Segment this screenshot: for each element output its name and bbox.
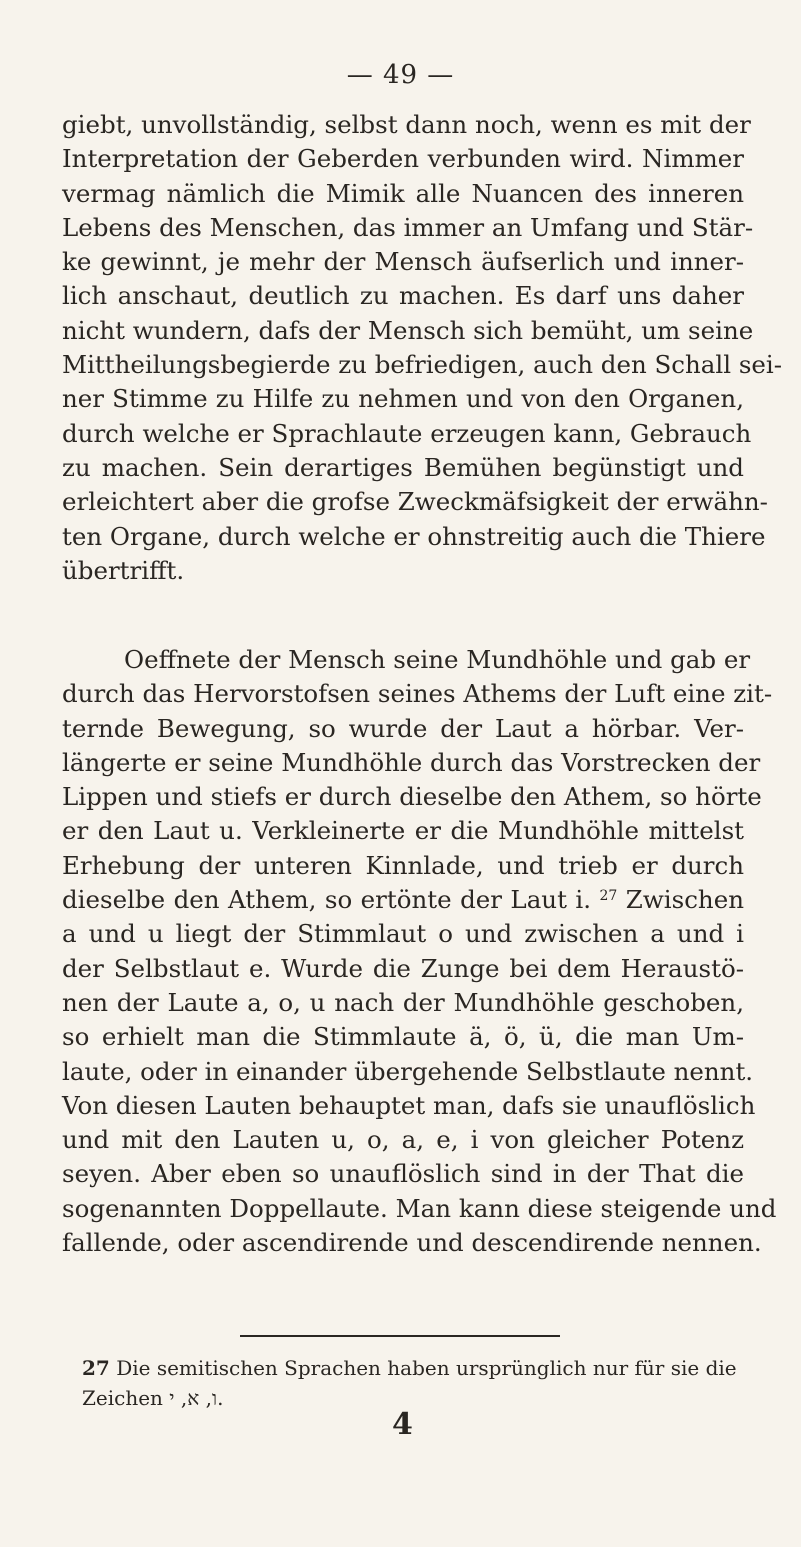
text-line: vermag nämlich die Mimik alle Nuancen des inneren	[62, 178, 744, 208]
text-line: Lippen und stiefs er durch dieselbe den Athem, so hörte	[62, 782, 762, 812]
paragraph-2	[62, 643, 777, 1260]
footnote	[82, 1353, 742, 1413]
text-line: ten Organe, durch welche er ohnstreitig auch die Thiere	[62, 521, 766, 551]
text-line: nicht wundern, dafs der Mensch sich bemüht, um seine	[62, 315, 754, 345]
text-line-with-footnote-ref	[62, 883, 744, 917]
text-line: Interpretation der Geberden verbunden wird. Nimmer	[62, 144, 744, 174]
text-segment: Zwischen	[625, 885, 744, 915]
text-line: der Selbstlaut e. Wurde die Zunge bei dem Heraustö-	[62, 953, 744, 983]
text-line: er den Laut u. Verkleinerte er die Mundhöhle mittelst	[62, 816, 744, 846]
text-line: lich anschaut, deutlich zu machen. Es darf uns daher	[62, 281, 744, 311]
text-line: erleichtert aber die grofse Zweckmäfsigkeit der erwähn-	[62, 487, 768, 517]
text-line: längerte er seine Mundhöhle durch das Vorstrecken der	[62, 747, 761, 777]
text-line: Von diesen Lauten behauptet man, dafs sie unauflöslich	[62, 1090, 756, 1120]
text-line: seyen. Aber eben so unauflöslich sind in der That die	[62, 1159, 744, 1189]
text-line: nen der Laute a, o, u nach der Mundhöhle geschoben,	[62, 987, 744, 1017]
paragraph-1	[62, 108, 783, 588]
text-line: a und u liegt der Stimmlaut o und zwischen a und i	[62, 919, 744, 949]
text-line: übertrifft.	[62, 555, 185, 585]
footnote-line	[82, 1353, 742, 1383]
text-line: giebt, unvollständig, selbst dann noch, wenn es mit der	[62, 110, 751, 139]
signature-mark: 4	[392, 1407, 413, 1442]
text-line: ke gewinnt, je mehr der Mensch äufserlich und inner-	[62, 247, 744, 277]
text-line: sogenannten Doppellaute. Man kann diese steigende und	[62, 1193, 777, 1223]
text-line: so erhielt man die Stimmlaute ä, ö, ü, die man Um-	[62, 1022, 744, 1052]
text-line: zu machen. Sein derartiges Bemühen begünstigt und	[62, 452, 744, 482]
text-line: fallende, oder ascendirende und descendirende nennen.	[62, 1228, 762, 1258]
footnote-divider	[240, 1335, 560, 1337]
text-line: durch welche er Sprachlaute erzeugen kann, Gebrauch	[62, 418, 752, 448]
text-segment: dieselbe den Athem, so ertönte der Laut i.	[62, 885, 592, 915]
text-line: Lebens des Menschen, das immer an Umfang und Stär-	[62, 212, 754, 242]
text-line: ner Stimme zu Hilfe zu nehmen und von den Organen,	[62, 384, 744, 414]
text-line: laute, oder in einander übergehende Selbstlaute nennt.	[62, 1056, 754, 1086]
text-line: Mittheilungsbegierde zu befriedigen, auch den Schall sei-	[62, 350, 783, 380]
text-line: Oeffnete der Mensch seine Mundhöhle und gab er	[124, 645, 751, 674]
footnote-reference: 27	[599, 888, 618, 905]
text-line: Erhebung der unteren Kinnlade, und trieb er durch	[62, 850, 744, 880]
footnote-number: 27	[82, 1356, 110, 1380]
text-line: durch das Hervorstofsen seines Athems der Luft eine zit-	[62, 679, 773, 709]
text-line: ternde Bewegung, so wurde der Laut a hörbar. Ver-	[62, 713, 744, 743]
page-number: — 49 —	[346, 60, 455, 90]
footnote-line-2: Zeichen ו, א, י.	[82, 1386, 224, 1410]
text-line: und mit den Lauten u, o, a, e, i von gleicher Potenz	[62, 1125, 744, 1155]
footnote-text: Die semitischen Sprachen haben ursprünglich nur für sie die	[116, 1356, 737, 1380]
